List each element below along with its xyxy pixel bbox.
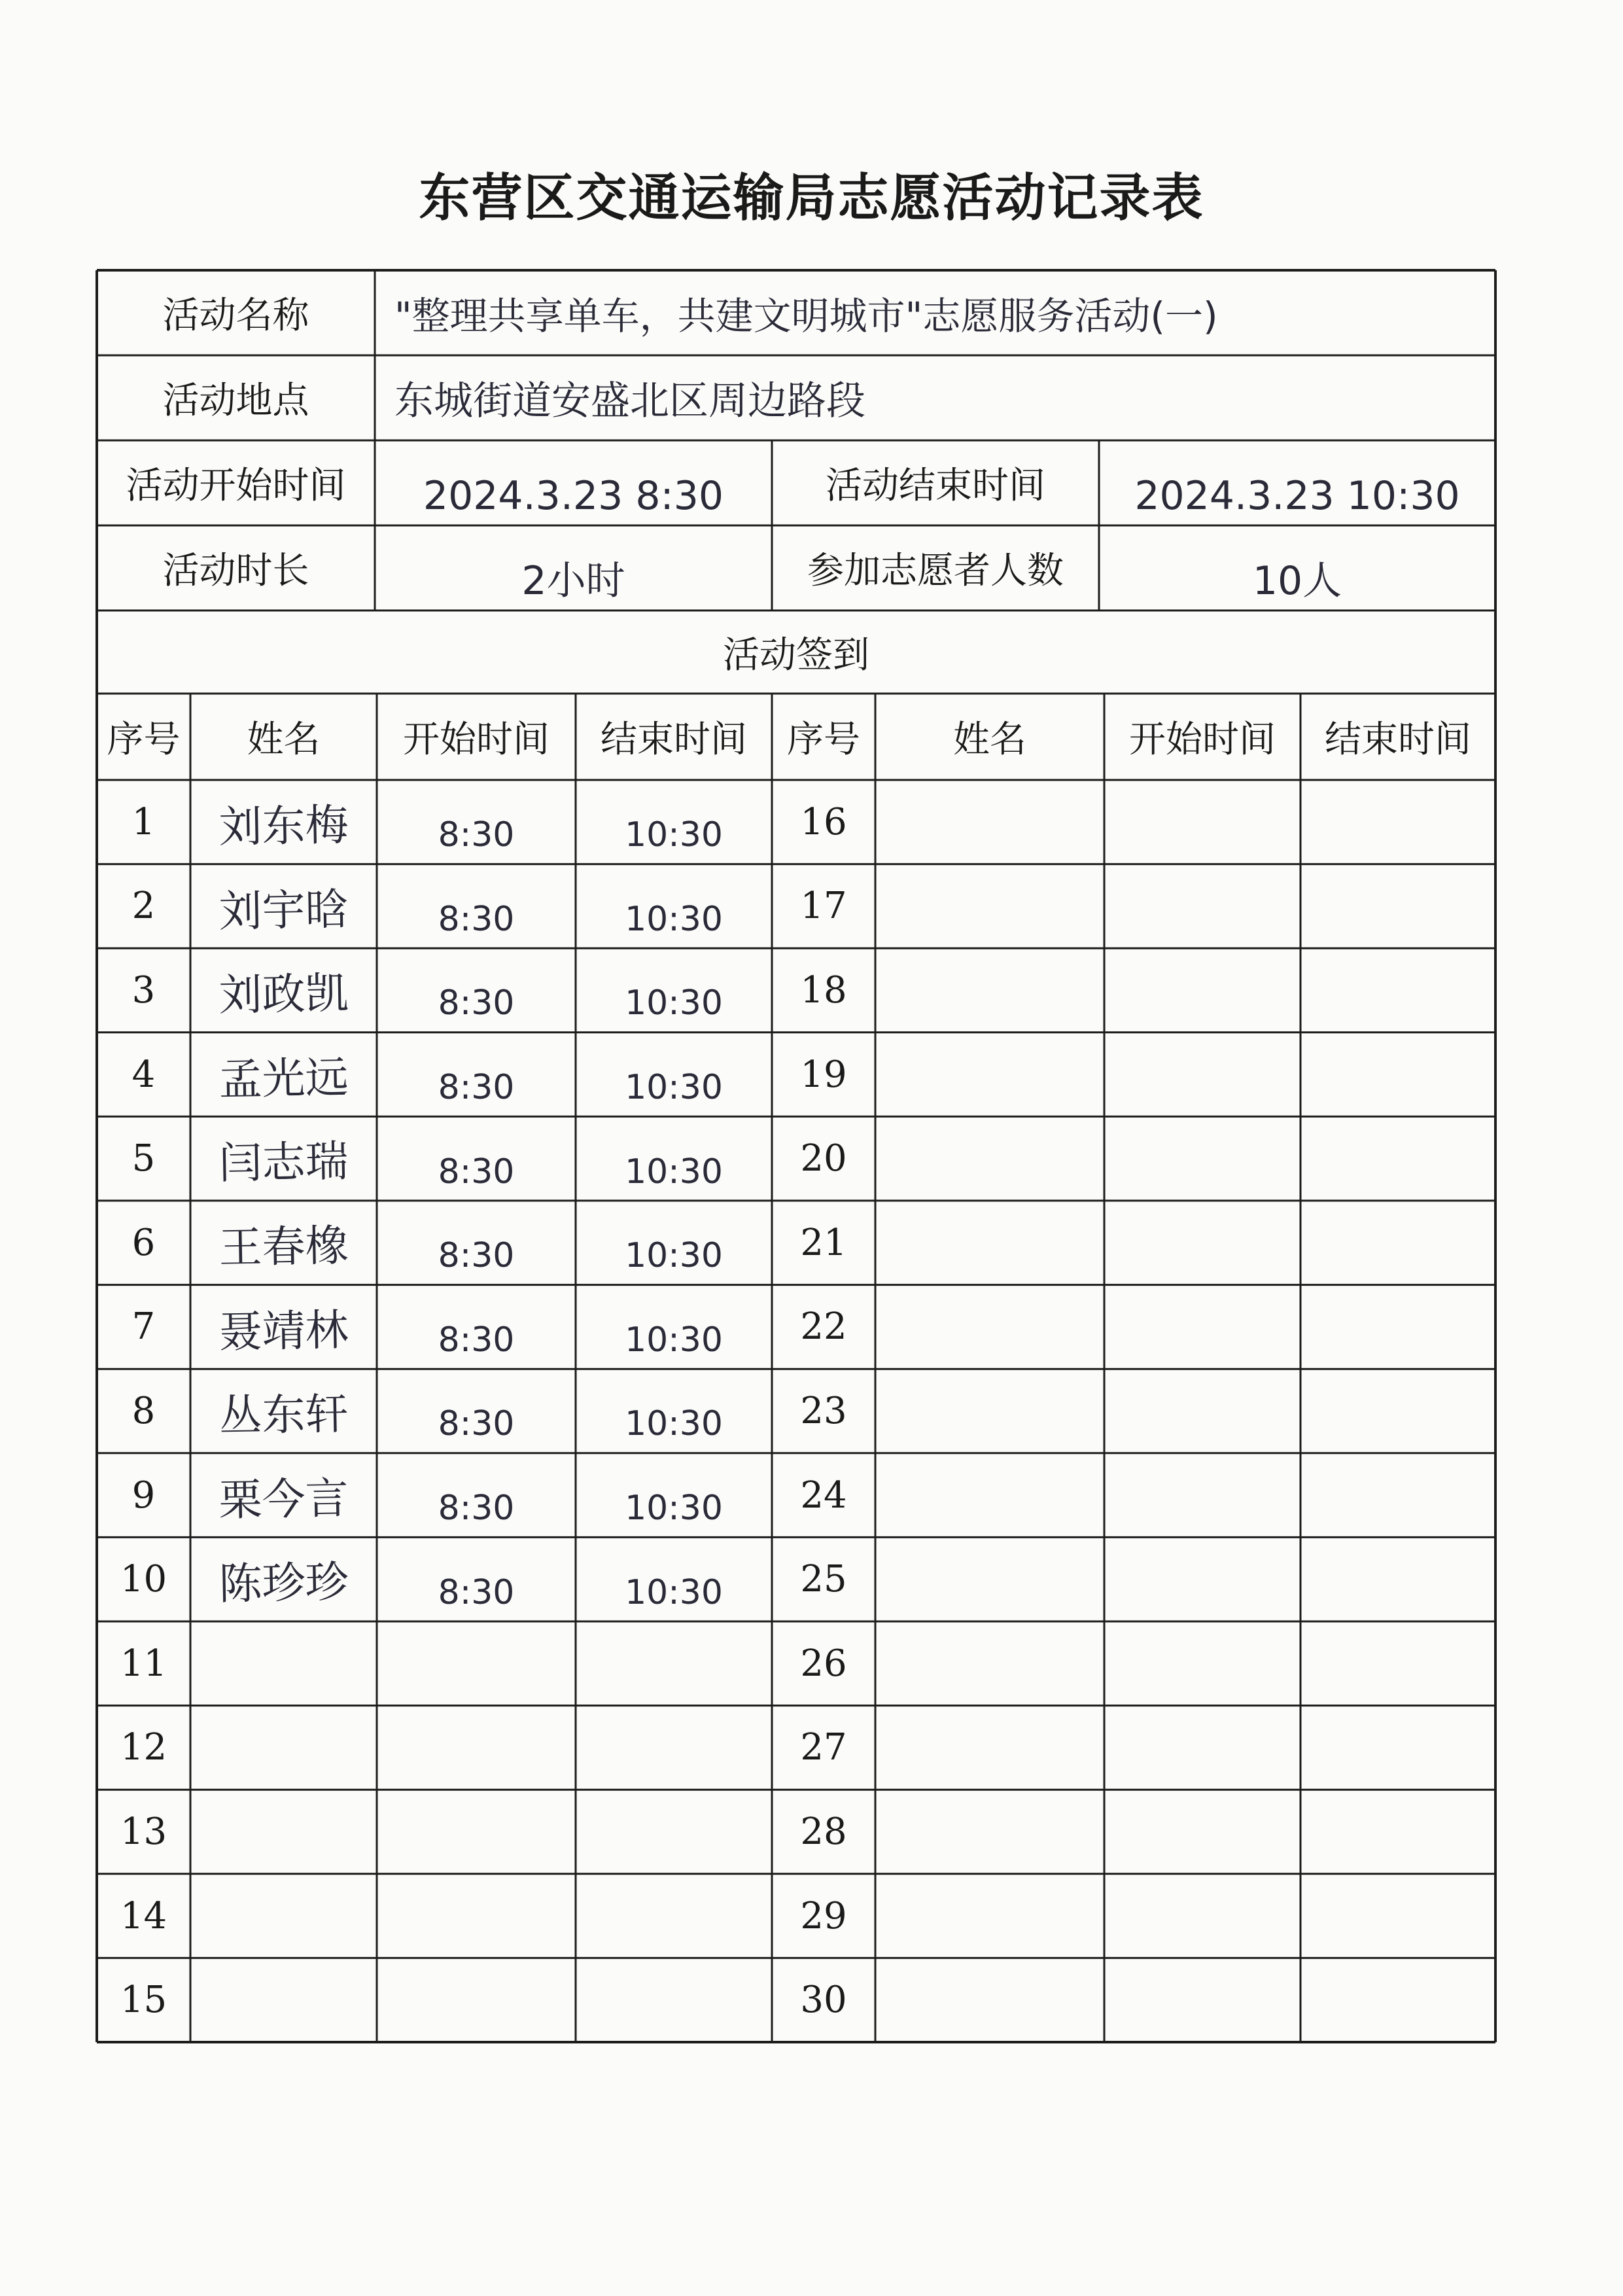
- left-end-time-cell: 10:30: [625, 1320, 723, 1360]
- left-end-time-cell: [576, 1790, 772, 1874]
- location-label: 活动地点: [162, 380, 309, 422]
- left-start-time-cell: 8:30: [438, 899, 515, 939]
- right-name-cell: [875, 1704, 1105, 1792]
- left-start-time-cell: 8:30: [438, 1489, 515, 1528]
- right-end-time-cell: [1300, 1537, 1495, 1621]
- left-end-time-cell: 10:30: [625, 1068, 723, 1108]
- right-end-time-cell: [1300, 1621, 1495, 1706]
- table-row: [97, 1369, 1495, 1453]
- right-end-time-cell: [1300, 1706, 1495, 1790]
- right-end-time-cell: [1300, 1033, 1495, 1117]
- left-name-cell: [190, 1704, 377, 1792]
- right-serial-cell: 26: [800, 1642, 847, 1685]
- left-serial-cell: 9: [131, 1474, 156, 1517]
- table-row: [97, 948, 1495, 1033]
- location-value: 东城街道安盛北区周边路段: [394, 378, 865, 424]
- left-end-time-cell: [576, 1706, 772, 1790]
- header-end-right: 结束时间: [1325, 718, 1471, 761]
- right-end-time-cell: [1300, 1369, 1495, 1453]
- left-end-time-cell: 10:30: [625, 815, 723, 855]
- left-name-cell: 丛东轩: [218, 1388, 349, 1441]
- header-start-left: 开始时间: [403, 718, 550, 761]
- right-serial-cell: 23: [800, 1389, 847, 1432]
- right-name-cell: [875, 1619, 1105, 1708]
- right-start-time-cell: [1104, 1537, 1300, 1621]
- left-start-time-cell: [377, 1958, 576, 2042]
- table-row: [97, 1958, 1495, 2042]
- left-end-time-cell: [576, 1621, 772, 1706]
- right-serial-cell: 25: [800, 1558, 847, 1601]
- right-end-time-cell: [1300, 948, 1495, 1033]
- location-row: [97, 355, 1495, 440]
- left-end-time-cell: 10:30: [625, 1236, 723, 1276]
- time-row: [97, 440, 1495, 525]
- header-end-left: 结束时间: [601, 718, 747, 761]
- header-no-left: 序号: [107, 718, 181, 761]
- right-name-cell: [875, 1535, 1105, 1623]
- right-serial-cell: 16: [800, 800, 847, 843]
- right-start-time-cell: [1104, 1874, 1300, 1958]
- left-serial-cell: 7: [131, 1305, 156, 1349]
- left-name-cell: 刘政凯: [218, 968, 349, 1021]
- right-start-time-cell: [1104, 1116, 1300, 1201]
- signin-section-title: 活动签到: [723, 633, 869, 677]
- right-start-time-cell: [1104, 1790, 1300, 1874]
- right-name-cell: [875, 862, 1105, 951]
- left-start-time-cell: 8:30: [438, 1152, 515, 1192]
- left-serial-cell: 11: [120, 1642, 167, 1685]
- left-serial-cell: 2: [131, 885, 156, 928]
- volunteers-label: 参加志愿者人数: [807, 550, 1064, 592]
- right-start-time-cell: [1104, 864, 1300, 949]
- header-no-right: 序号: [787, 718, 860, 761]
- right-serial-cell: 20: [800, 1137, 847, 1180]
- right-end-time-cell: [1300, 1874, 1495, 1958]
- left-serial-cell: 6: [131, 1221, 156, 1264]
- left-start-time-cell: [377, 1874, 576, 1958]
- left-start-time-cell: [377, 1790, 576, 1874]
- activity-name-row: [97, 270, 1495, 355]
- table-row: [97, 1285, 1495, 1369]
- volunteers-value: 10人: [1252, 558, 1342, 604]
- right-name-cell: [875, 1956, 1105, 2044]
- right-start-time-cell: [1104, 1369, 1300, 1453]
- signin-header-row: [97, 694, 1495, 780]
- header-name-right: 姓名: [953, 718, 1026, 761]
- duration-row: [97, 525, 1495, 610]
- signin-title-row: [97, 610, 1495, 694]
- start-time-label: 活动开始时间: [126, 465, 346, 507]
- right-start-time-cell: [1104, 1706, 1300, 1790]
- right-serial-cell: 21: [800, 1221, 847, 1264]
- activity-name-label: 活动名称: [162, 294, 309, 337]
- right-end-time-cell: [1300, 1958, 1495, 2042]
- right-serial-cell: 18: [800, 968, 847, 1012]
- left-end-time-cell: 10:30: [625, 1404, 723, 1444]
- right-serial-cell: 30: [800, 1979, 847, 2022]
- left-serial-cell: 5: [131, 1137, 156, 1180]
- right-end-time-cell: [1300, 1201, 1495, 1285]
- table-row: [97, 780, 1495, 864]
- left-serial-cell: 4: [131, 1053, 156, 1096]
- right-start-time-cell: [1104, 1958, 1300, 2042]
- table-row: [97, 1453, 1495, 1538]
- right-end-time-cell: [1300, 1285, 1495, 1369]
- left-name-cell: 王春橡: [218, 1220, 349, 1273]
- table-row: [97, 1201, 1495, 1285]
- left-start-time-cell: 8:30: [438, 983, 515, 1023]
- activity-name-value: "整理共享单车，共建文明城市"志愿服务活动(一): [394, 294, 1218, 338]
- right-serial-cell: 19: [800, 1053, 847, 1096]
- left-start-time-cell: 8:30: [438, 1068, 515, 1108]
- left-name-cell: [190, 1620, 377, 1708]
- right-start-time-cell: [1104, 1033, 1300, 1117]
- right-serial-cell: 29: [800, 1894, 847, 1937]
- table-row: [97, 1706, 1495, 1790]
- left-start-time-cell: 8:30: [438, 1320, 515, 1360]
- right-name-cell: [875, 1788, 1105, 1876]
- duration-label: 活动时长: [162, 550, 309, 592]
- right-start-time-cell: [1104, 1453, 1300, 1538]
- table-row: [97, 1116, 1495, 1201]
- left-name-cell: 闫志瑞: [218, 1136, 349, 1189]
- left-name-cell: 刘宇晗: [218, 883, 349, 937]
- table-row: [97, 1621, 1495, 1706]
- left-serial-cell: 3: [131, 968, 156, 1012]
- right-name-cell: [875, 1283, 1105, 1371]
- right-name-cell: [875, 1114, 1105, 1203]
- end-time-label: 活动结束时间: [826, 465, 1045, 507]
- right-end-time-cell: [1300, 1453, 1495, 1538]
- table-row: [97, 1537, 1495, 1621]
- left-name-cell: 栗今言: [218, 1472, 349, 1526]
- right-serial-cell: 22: [800, 1305, 847, 1349]
- left-serial-cell: 14: [120, 1894, 167, 1937]
- left-end-time-cell: 10:30: [625, 1489, 723, 1528]
- right-name-cell: [875, 1451, 1105, 1540]
- left-serial-cell: 15: [120, 1979, 167, 2022]
- end-time-value: 2024.3.23 10:30: [1134, 473, 1460, 519]
- left-end-time-cell: 10:30: [625, 899, 723, 939]
- left-serial-cell: 10: [120, 1558, 167, 1601]
- right-start-time-cell: [1104, 948, 1300, 1033]
- right-name-cell: [875, 1199, 1105, 1287]
- left-serial-cell: 1: [131, 800, 156, 843]
- left-name-cell: [190, 1956, 377, 2044]
- left-name-cell: [190, 1872, 377, 1960]
- left-name-cell: 孟光远: [218, 1051, 349, 1105]
- right-name-cell: [875, 1367, 1105, 1455]
- right-serial-cell: 17: [800, 885, 847, 928]
- left-name-cell: 陈珍珍: [218, 1557, 349, 1610]
- left-name-cell: 刘东梅: [218, 800, 349, 853]
- left-end-time-cell: [576, 1874, 772, 1958]
- right-start-time-cell: [1104, 780, 1300, 864]
- left-start-time-cell: 8:30: [438, 1236, 515, 1276]
- left-start-time-cell: 8:30: [438, 1572, 515, 1612]
- start-time-value: 2024.3.23 8:30: [423, 473, 724, 519]
- right-start-time-cell: [1104, 1621, 1300, 1706]
- right-end-time-cell: [1300, 780, 1495, 864]
- right-name-cell: [875, 778, 1105, 866]
- right-end-time-cell: [1300, 1790, 1495, 1874]
- table-row: [97, 1874, 1495, 1958]
- table-row: [97, 1033, 1495, 1117]
- table-row: [97, 864, 1495, 949]
- left-end-time-cell: 10:30: [625, 1152, 723, 1192]
- right-start-time-cell: [1104, 1285, 1300, 1369]
- header-start-right: 开始时间: [1129, 718, 1276, 761]
- right-end-time-cell: [1300, 864, 1495, 949]
- page-title: 东营区交通运输局志愿活动记录表: [419, 168, 1204, 228]
- left-start-time-cell: 8:30: [438, 1404, 515, 1444]
- right-start-time-cell: [1104, 1201, 1300, 1285]
- right-name-cell: [875, 1031, 1105, 1119]
- table-row: [97, 1790, 1495, 1874]
- left-serial-cell: 13: [120, 1810, 167, 1853]
- right-end-time-cell: [1300, 1116, 1495, 1201]
- left-name-cell: 聂靖林: [218, 1304, 349, 1358]
- right-serial-cell: 28: [800, 1810, 847, 1853]
- right-serial-cell: 27: [800, 1726, 847, 1769]
- left-serial-cell: 8: [131, 1389, 156, 1432]
- left-start-time-cell: [377, 1621, 576, 1706]
- right-name-cell: [875, 1872, 1105, 1960]
- left-end-time-cell: 10:30: [625, 1572, 723, 1612]
- left-end-time-cell: [576, 1958, 772, 2042]
- duration-value: 2小时: [521, 558, 625, 604]
- left-end-time-cell: 10:30: [625, 983, 723, 1023]
- right-name-cell: [875, 946, 1105, 1034]
- header-name-left: 姓名: [247, 718, 321, 761]
- right-serial-cell: 24: [800, 1474, 847, 1517]
- left-serial-cell: 12: [120, 1726, 167, 1769]
- left-name-cell: [190, 1788, 377, 1876]
- left-start-time-cell: [377, 1706, 576, 1790]
- left-start-time-cell: 8:30: [438, 815, 515, 855]
